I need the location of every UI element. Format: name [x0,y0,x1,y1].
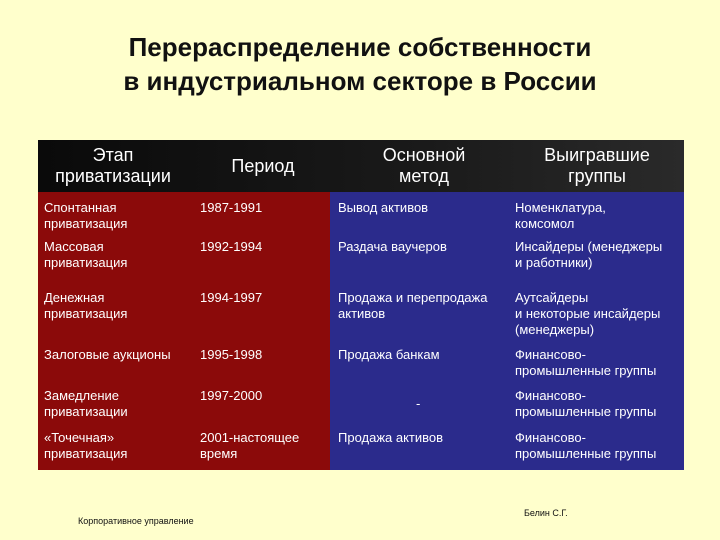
row-6-period-line-1: 2001-настоящее [200,430,300,445]
row-6-stage-line-1: «Точечная» [44,430,115,445]
row-1-winners [515,200,606,232]
row-3-winners-line-1: Аутсайдеры [515,290,589,305]
row-4-method-line-1: Продажа банкам [338,347,440,362]
row-2-stage-line-2: приватизация [44,255,128,270]
row-2-period-line-1: 1992-1994 [200,239,263,254]
header-winners-line-1: Выигравшие [544,145,650,165]
row-5-period-line-1: 1997-2000 [200,388,263,403]
header-period-line-1: Период [231,155,295,176]
header-period [188,140,338,192]
row-3-method-line-2: активов [338,306,386,321]
row-6-period [200,430,299,462]
row-6-winners-line-2: промышленные группы [515,446,657,461]
row-5-stage [44,388,128,420]
row-3-period [200,290,262,306]
slide-title [0,30,720,98]
row-4-stage-line-1: Залоговые аукционы [44,347,171,362]
row-1-stage [44,200,127,232]
row-3-period-line-1: 1994-1997 [200,290,263,305]
row-3-method-line-1: Продажа и перепродажа [338,290,488,305]
row-2-winners-line-1: Инсайдеры (менеджеры [515,239,663,254]
row-1-winners-line-1: Номенклатура, [515,200,606,215]
header-method [338,140,510,192]
row-1-stage-line-2: приватизация [44,216,128,231]
row-3-winners-line-2: и некоторые инсайдеры [515,306,661,321]
row-4-winners-line-2: промышленные группы [515,363,657,378]
row-1-winners-line-2: комсомол [515,216,575,231]
row-5-winners [515,388,656,420]
privatization-table [38,140,684,470]
row-6-stage [44,430,127,462]
row-5-stage-line-2: приватизации [44,404,128,419]
row-6-method-line-1: Продажа активов [338,430,444,445]
row-3-stage-line-1: Денежная [44,290,105,305]
footer-course-name: Корпоративное управление [78,516,194,526]
row-2-stage [44,239,127,271]
row-1-method-line-1: Вывод активов [338,200,429,215]
row-6-winners [515,430,656,462]
header-winners-line-2: группы [568,166,626,186]
row-4-stage [44,347,171,363]
row-4-period [200,347,262,363]
row-3-stage-line-2: приватизация [44,306,128,321]
row-1-method [338,200,428,216]
row-1-period-line-1: 1987-1991 [200,200,263,215]
row-4-method [338,347,440,363]
header-stage-line-2: приватизации [55,166,171,186]
table-body-left-panel [38,192,330,470]
row-3-winners-line-3: (менеджеры) [515,322,595,337]
row-5-method [416,396,420,412]
row-3-method [338,290,487,322]
row-2-stage-line-1: Массовая [44,239,104,254]
row-5-period [200,388,262,404]
row-2-winners-line-2: и работники) [515,255,593,270]
row-6-stage-line-2: приватизация [44,446,128,461]
row-2-method-line-1: Раздача ваучеров [338,239,447,254]
row-4-period-line-1: 1995-1998 [200,347,263,362]
row-4-winners-line-1: Финансово- [515,347,586,362]
row-6-winners-line-1: Финансово- [515,430,586,445]
row-4-winners [515,347,656,379]
header-method-line-2: метод [399,166,449,186]
row-5-winners-line-1: Финансово- [515,388,586,403]
header-stage [38,140,188,192]
row-2-method [338,239,447,255]
title-line-1: Перераспределение собственности [128,32,592,62]
row-3-stage [44,290,127,322]
row-6-period-line-2: время [200,446,238,461]
header-stage-line-1: Этап [92,145,134,165]
footer-author: Белин С.Г. [524,508,568,518]
row-6-method [338,430,443,446]
table-header [38,140,684,192]
header-method-line-1: Основной [382,145,466,165]
row-5-method-line-1: - [416,396,421,411]
row-5-winners-line-2: промышленные группы [515,404,657,419]
title-line-2: в индустриальном секторе в России [123,66,597,96]
row-1-stage-line-1: Спонтанная [44,200,117,215]
row-2-winners [515,239,662,271]
row-2-period [200,239,262,255]
header-winners [510,140,684,192]
row-1-period [200,200,262,216]
row-3-winners [515,290,660,338]
row-5-stage-line-1: Замедление [44,388,120,403]
